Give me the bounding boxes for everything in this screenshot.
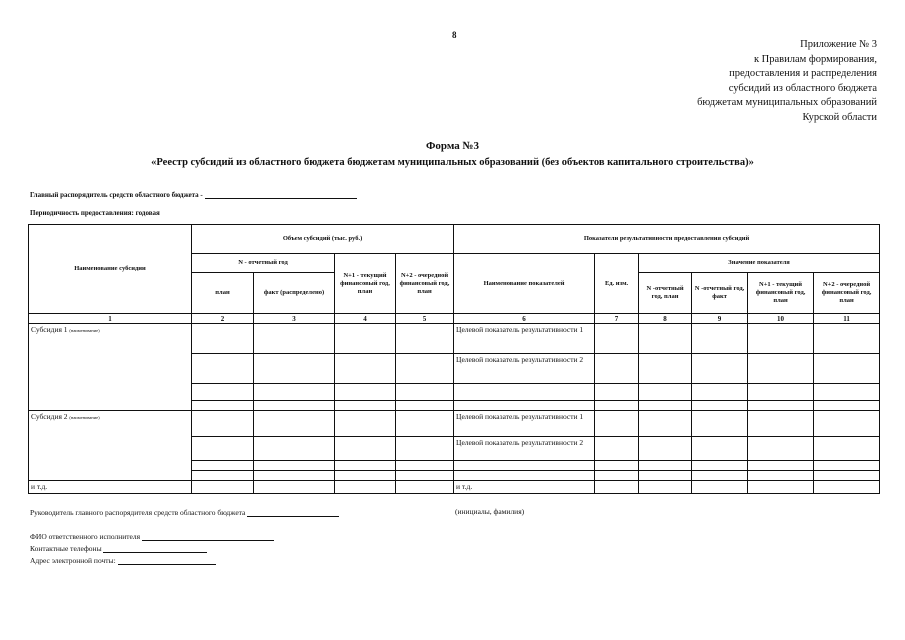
table-cell[interactable] [335,481,396,494]
table-cell[interactable] [814,437,880,461]
table-cell[interactable] [192,384,254,401]
table-cell[interactable] [748,437,814,461]
table-row [29,324,880,354]
periodicity-label: Периодичность предоставления: годовая [30,209,160,217]
table-cell[interactable] [396,384,454,401]
table-cell[interactable] [814,324,880,354]
table-cell[interactable] [254,437,335,461]
table-cell[interactable] [396,401,454,411]
table-cell[interactable] [639,324,692,354]
table-cell[interactable] [814,401,880,411]
table-cell[interactable] [595,461,639,471]
header-volume: Объем субсидий (тыс. руб.) [192,225,454,254]
table-cell[interactable] [192,471,254,481]
table-cell[interactable] [192,481,254,494]
subsidy-2-label: Субсидия 2 [31,412,68,421]
table-cell[interactable] [254,401,335,411]
header-fact: факт (распределено) [254,273,335,314]
table-cell[interactable] [748,324,814,354]
table-cell[interactable] [454,401,595,411]
column-number: 3 [254,314,335,324]
table-cell[interactable] [814,411,880,437]
table-cell[interactable] [335,461,396,471]
column-number: 2 [192,314,254,324]
target-indicator-2[interactable]: Целевой показатель результативности 2 [454,437,595,461]
header-value-n1: N+1 - текущий финансовый год, план [748,273,814,314]
table-cell[interactable] [595,384,639,401]
table-cell[interactable] [335,411,396,437]
table-cell[interactable] [254,384,335,401]
table-cell[interactable] [814,461,880,471]
table-cell[interactable] [335,354,396,384]
table-cell[interactable] [639,437,692,461]
manager-row [30,189,357,199]
table-cell[interactable] [254,461,335,471]
phones-field[interactable] [103,543,207,553]
table-cell[interactable] [748,411,814,437]
head-signature-row [30,507,339,517]
form-title: Форма №3 [425,140,480,152]
appendix-line: Курской области [802,111,877,123]
table-cell[interactable] [254,481,335,494]
header-value-plan: N -отчетный год, план [639,273,692,314]
table-cell[interactable] [692,471,748,481]
initials-label: (инициалы, фамилия) [455,507,525,516]
table-row [29,411,880,437]
column-number: 11 [814,314,880,324]
header-n1-plan: N+1 - текущий финансовый год, план [335,254,396,314]
table-cell[interactable] [692,401,748,411]
table-cell[interactable] [814,481,880,494]
table-cell[interactable] [639,411,692,437]
column-number: 5 [396,314,454,324]
table-cell[interactable] [192,411,254,437]
target-indicator-1[interactable]: Целевой показатель результативности 1 [454,411,595,437]
registry-table [28,224,880,494]
fio-row [30,531,274,541]
table-cell[interactable] [595,437,639,461]
table-cell[interactable] [192,354,254,384]
table-cell[interactable] [748,481,814,494]
table-cell[interactable] [814,471,880,481]
table-cell[interactable] [396,471,454,481]
header-values: Значение показателя [639,254,880,273]
table-cell[interactable] [639,481,692,494]
appendix-line: Приложение № 3 [800,39,877,50]
table-cell[interactable] [748,384,814,401]
table-cell[interactable] [639,471,692,481]
table-cell[interactable] [814,354,880,384]
table-cell[interactable] [335,471,396,481]
form-subtitle: «Реестр субсидий из областного бюджета бюджетам муниципальных образований (без объектов капитального строительства)» [151,157,754,168]
header-n2-plan: N+2 - очередной финансовый год, план [396,254,454,314]
table-cell[interactable] [335,384,396,401]
table-cell[interactable] [692,437,748,461]
subsidy-1-label: Субсидия 1 [31,325,68,334]
etc-label: и т.д. [454,481,595,494]
column-number-row [29,314,880,324]
table-cell[interactable] [639,384,692,401]
table-cell[interactable] [692,411,748,437]
target-indicator-1[interactable]: Целевой показатель результативности 1 [454,324,595,354]
table-cell[interactable] [454,384,595,401]
table-cell[interactable] [454,461,595,471]
email-field[interactable] [118,555,216,565]
table-cell[interactable] [192,324,254,354]
table-cell[interactable] [396,481,454,494]
table-cell[interactable] [254,411,335,437]
appendix-line: субсидий из областного бюджета [728,82,877,94]
target-indicator-2[interactable]: Целевой показатель результативности 2 [454,354,595,384]
table-cell[interactable] [254,354,335,384]
column-number: 4 [335,314,396,324]
phones-label: Контактные телефоны [30,544,102,553]
table-cell[interactable] [692,324,748,354]
table-cell[interactable] [692,461,748,471]
head-signature-field[interactable] [247,507,339,517]
table-cell[interactable] [335,401,396,411]
fio-label: ФИО ответственного исполнителя [30,532,141,541]
table-cell[interactable] [335,437,396,461]
table-cell[interactable] [192,461,254,471]
table-cell[interactable] [748,401,814,411]
header-unit: Ед. изм. [595,254,639,314]
naming-note: (наименование) [69,328,100,333]
table-cell[interactable] [639,401,692,411]
manager-label: Главный распорядитель средств областного бюджета - [30,191,203,199]
table-cell[interactable] [639,354,692,384]
header-subsidy-name: Наименование субсидии [29,225,192,314]
table-row [29,481,880,494]
table-cell[interactable] [396,411,454,437]
column-number: 9 [692,314,748,324]
table-cell[interactable] [595,354,639,384]
table-cell[interactable] [396,354,454,384]
table-cell[interactable] [396,461,454,471]
header-n-year: N - отчетный год [192,254,335,273]
table-cell[interactable] [595,324,639,354]
table-cell[interactable] [254,471,335,481]
appendix-line: бюджетам муниципальных образований [697,97,877,108]
table-cell[interactable] [335,324,396,354]
header-indicators: Показатели результативности предоставления субсидий [454,225,880,254]
column-number: 7 [595,314,639,324]
table-cell[interactable] [748,471,814,481]
page-number: 8 [452,30,457,40]
table-cell[interactable] [748,461,814,471]
table-cell[interactable] [692,354,748,384]
table-cell[interactable] [692,384,748,401]
naming-note: (наименование) [69,415,100,420]
appendix-block [697,38,877,125]
header-value-n2: N+2 - очередной финансовый год, план [814,273,880,314]
fio-field[interactable] [142,531,274,541]
table-cell[interactable] [639,461,692,471]
manager-field[interactable] [205,189,357,199]
table-cell[interactable] [192,401,254,411]
header-plan: план [192,273,254,314]
table-cell[interactable] [396,324,454,354]
table-cell[interactable] [396,437,454,461]
table-cell[interactable] [595,401,639,411]
head-label: Руководитель главного распорядителя средств областного бюджета [30,508,246,517]
header-indicator-name: Наименование показателей [454,254,595,314]
column-number: 8 [639,314,692,324]
email-row [30,555,216,565]
table-cell[interactable] [692,481,748,494]
table-cell[interactable] [595,471,639,481]
table-cell[interactable] [192,437,254,461]
column-number: 10 [748,314,814,324]
appendix-line: к Правилам формирования, [753,53,877,65]
header-value-fact: N -отчетный год, факт [692,273,748,314]
subsidy-2-cell[interactable] [29,411,192,481]
etc-label: и т.д. [29,481,192,494]
table-cell[interactable] [748,354,814,384]
subsidy-1-cell[interactable] [29,324,192,411]
table-cell[interactable] [254,324,335,354]
table-cell[interactable] [454,471,595,481]
phones-row [30,543,207,553]
column-number: 1 [29,314,192,324]
table-cell[interactable] [595,411,639,437]
table-cell[interactable] [814,384,880,401]
appendix-line: предоставления и распределения [729,68,877,79]
email-label: Адрес электронной почты: [30,556,116,565]
column-number: 6 [454,314,595,324]
table-cell[interactable] [595,481,639,494]
